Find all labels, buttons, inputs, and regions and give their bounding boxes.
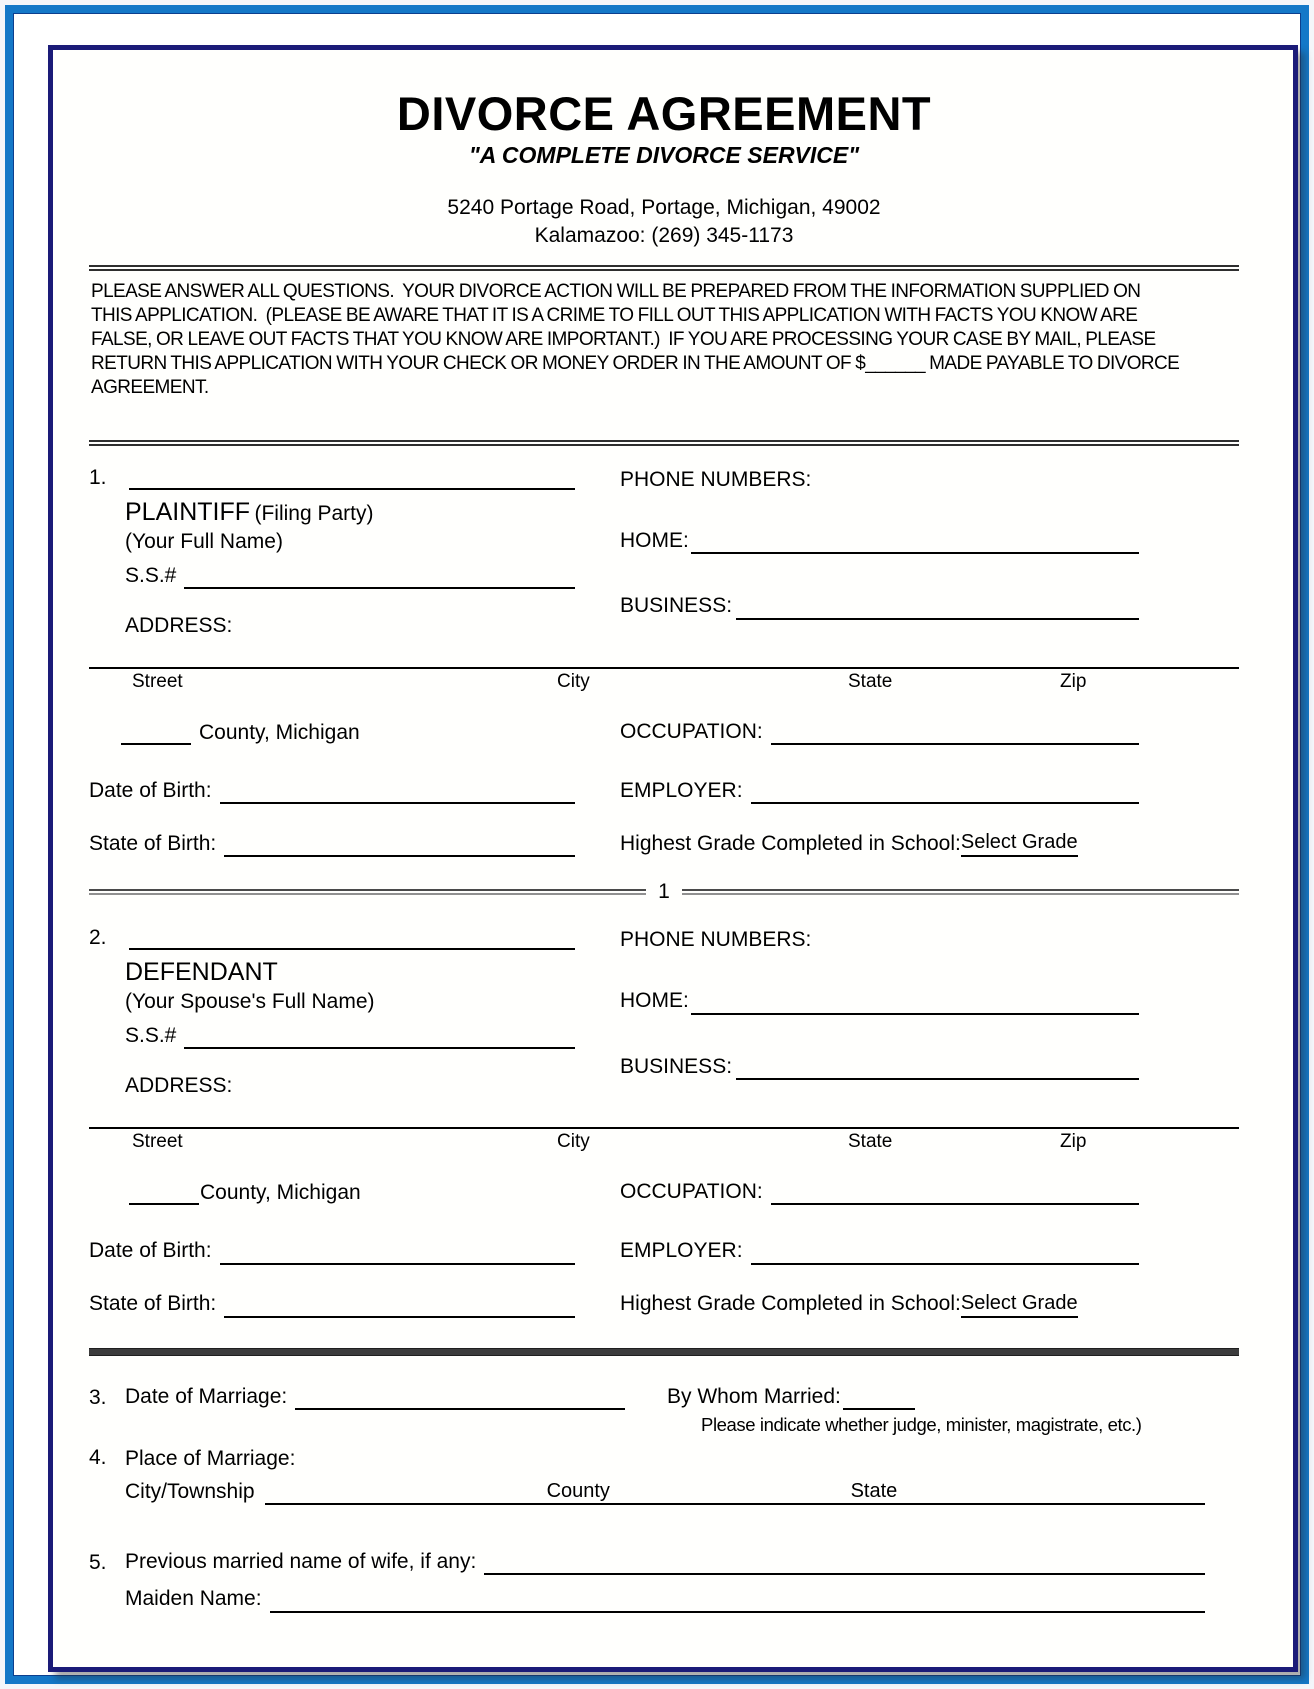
page-number-divider — [89, 881, 1239, 902]
date-of-marriage-field[interactable] — [295, 1404, 625, 1410]
plaintiff-role-note: (Filing Party) — [254, 502, 374, 525]
divider-line — [89, 889, 646, 895]
plaintiff-dob-label: Date of Birth: — [89, 779, 212, 802]
item-number: 2. — [89, 926, 107, 950]
previous-married-name-field[interactable] — [484, 1569, 1205, 1575]
plaintiff-occupation-label: OCCUPATION: — [620, 719, 763, 743]
page-title: DIVORCE AGREEMENT — [396, 87, 932, 140]
date-of-marriage-label: Date of Marriage: — [125, 1384, 288, 1408]
marriage-section — [89, 1384, 1239, 1613]
city-township-label: City/Township — [125, 1479, 255, 1503]
plaintiff-state-of-birth-field[interactable] — [224, 851, 575, 857]
county-michigan-label: County, Michigan — [199, 720, 360, 744]
city-label: City — [557, 1131, 590, 1152]
defendant-select-grade-dropdown[interactable]: Select Grade — [961, 1291, 1078, 1318]
plaintiff-grade-label: Highest Grade Completed in School: — [620, 832, 961, 855]
defendant-county-field[interactable] — [129, 1199, 199, 1205]
city-label: City — [557, 670, 590, 692]
company-phone: Kalamazoo: (269) 345-1173 — [534, 224, 794, 247]
plaintiff-home-label: HOME: — [620, 529, 689, 552]
item-number: 1. — [89, 466, 107, 489]
plaintiff-select-grade-dropdown[interactable]: Select Grade — [961, 830, 1078, 857]
defendant-grade-label: Highest Grade Completed in School: — [620, 1292, 961, 1316]
county-michigan-label: County, Michigan — [200, 1181, 361, 1205]
item-number: 3. — [89, 1385, 107, 1409]
form-page — [48, 45, 1298, 1672]
instructions-paragraph: PLEASE ANSWER ALL QUESTIONS. YOUR DIVORCE ACTION WILL BE PREPARED FROM THE INFORMATION SUPPLIED ON THIS APPLICATION. (PLEASE BE AWARE THAT IT IS A CRIME TO FILL OUT THIS APPLICATION WITH FACTS YOU KNOW ARE FALSE, OR LEAVE OUT FACTS THAT YOU KNOW ARE IMPORTANT.) IF YOU ARE PROCESSING YOUR CASE BY MAIL, PLEASE RETURN THIS APPLICATION WITH YOUR CHECK OR MONEY ORDER IN THE AMOUNT OF $______ MADE PAYABLE TO DIVORCE AGREEMENT. — [91, 281, 1183, 398]
previous-married-name-label: Previous married name of wife, if any: — [125, 1550, 477, 1573]
defendant-dob-label: Date of Birth: — [89, 1239, 212, 1263]
state-label: State — [848, 670, 893, 692]
maiden-name-label: Maiden Name: — [125, 1587, 262, 1611]
street-label: Street — [132, 670, 183, 692]
defendant-business-label: BUSINESS: — [620, 1054, 733, 1078]
plaintiff-name-hint: (Your Full Name) — [125, 529, 283, 553]
plaintiff-business-label: BUSINESS: — [620, 594, 733, 618]
plaintiff-employer-label: EMPLOYER: — [620, 779, 743, 802]
plaintiff-dob-field[interactable] — [220, 798, 575, 804]
divider-line — [682, 889, 1239, 895]
defendant-phone-header: PHONE NUMBERS: — [620, 928, 812, 952]
zip-label: Zip — [1060, 670, 1087, 692]
plaintiff-name-field[interactable] — [129, 484, 575, 490]
place-of-marriage-label: Place of Marriage: — [125, 1446, 296, 1470]
form-header — [89, 87, 1239, 248]
by-whom-married-field[interactable] — [843, 1404, 915, 1410]
defendant-ssn-field[interactable] — [184, 1043, 575, 1049]
company-address: 5240 Portage Road, Portage, Michigan, 49002 — [447, 196, 881, 219]
divider-rule — [89, 440, 1239, 446]
defendant-occupation-field[interactable] — [771, 1199, 1139, 1205]
defendant-section — [89, 926, 1239, 1317]
plaintiff-state-of-birth-label: State of Birth: — [89, 832, 217, 855]
plaintiff-address-label: ADDRESS: — [125, 613, 233, 637]
defendant-name-hint: (Your Spouse's Full Name) — [125, 989, 375, 1013]
plaintiff-home-phone-field[interactable] — [691, 548, 1139, 554]
page-subtitle: "A COMPLETE DIVORCE SERVICE" — [468, 142, 860, 168]
by-whom-married-hint: Please indicate whether judge, minister, magistrate, etc.) — [701, 1413, 1142, 1435]
item-number: 4. — [89, 1445, 107, 1469]
maiden-name-field[interactable] — [270, 1607, 1205, 1613]
state-label: State — [848, 1131, 893, 1152]
defendant-dob-field[interactable] — [220, 1259, 575, 1265]
by-whom-married-label: By Whom Married: — [667, 1384, 841, 1408]
divider-rule — [89, 265, 1239, 271]
defendant-state-of-birth-label: State of Birth: — [89, 1292, 217, 1316]
defendant-employer-field[interactable] — [751, 1259, 1139, 1265]
state-label: State — [850, 1480, 898, 1502]
plaintiff-employer-field[interactable] — [751, 798, 1139, 804]
street-label: Street — [132, 1131, 183, 1152]
item-number: 5. — [89, 1551, 107, 1575]
defendant-role-label: DEFENDANT — [125, 958, 278, 987]
defendant-home-phone-field[interactable] — [691, 1009, 1139, 1015]
plaintiff-phone-header: PHONE NUMBERS: — [620, 468, 812, 491]
plaintiff-business-phone-field[interactable] — [736, 614, 1139, 620]
form-content — [53, 50, 1293, 1667]
defendant-business-phone-field[interactable] — [736, 1074, 1139, 1080]
plaintiff-county-field[interactable] — [121, 739, 191, 745]
county-label: County — [546, 1480, 610, 1502]
section-divider-rule — [89, 1348, 1239, 1356]
plaintiff-ssn-field[interactable] — [184, 583, 575, 589]
place-of-marriage-field[interactable] — [265, 1477, 1205, 1505]
defendant-name-field[interactable] — [129, 944, 575, 950]
plaintiff-occupation-field[interactable] — [771, 739, 1139, 745]
plaintiff-section — [89, 466, 1239, 857]
plaintiff-role-label: PLAINTIFF — [125, 498, 251, 526]
defendant-address-label: ADDRESS: — [125, 1074, 233, 1097]
defendant-home-label: HOME: — [620, 989, 689, 1013]
plaintiff-ssn-label: S.S.# — [125, 563, 177, 587]
defendant-ssn-label: S.S.# — [125, 1023, 177, 1047]
defendant-occupation-label: OCCUPATION: — [620, 1180, 763, 1203]
defendant-state-of-birth-field[interactable] — [224, 1312, 575, 1318]
page-number: 1 — [658, 880, 670, 904]
zip-label: Zip — [1060, 1131, 1087, 1152]
defendant-employer-label: EMPLOYER: — [620, 1239, 743, 1263]
